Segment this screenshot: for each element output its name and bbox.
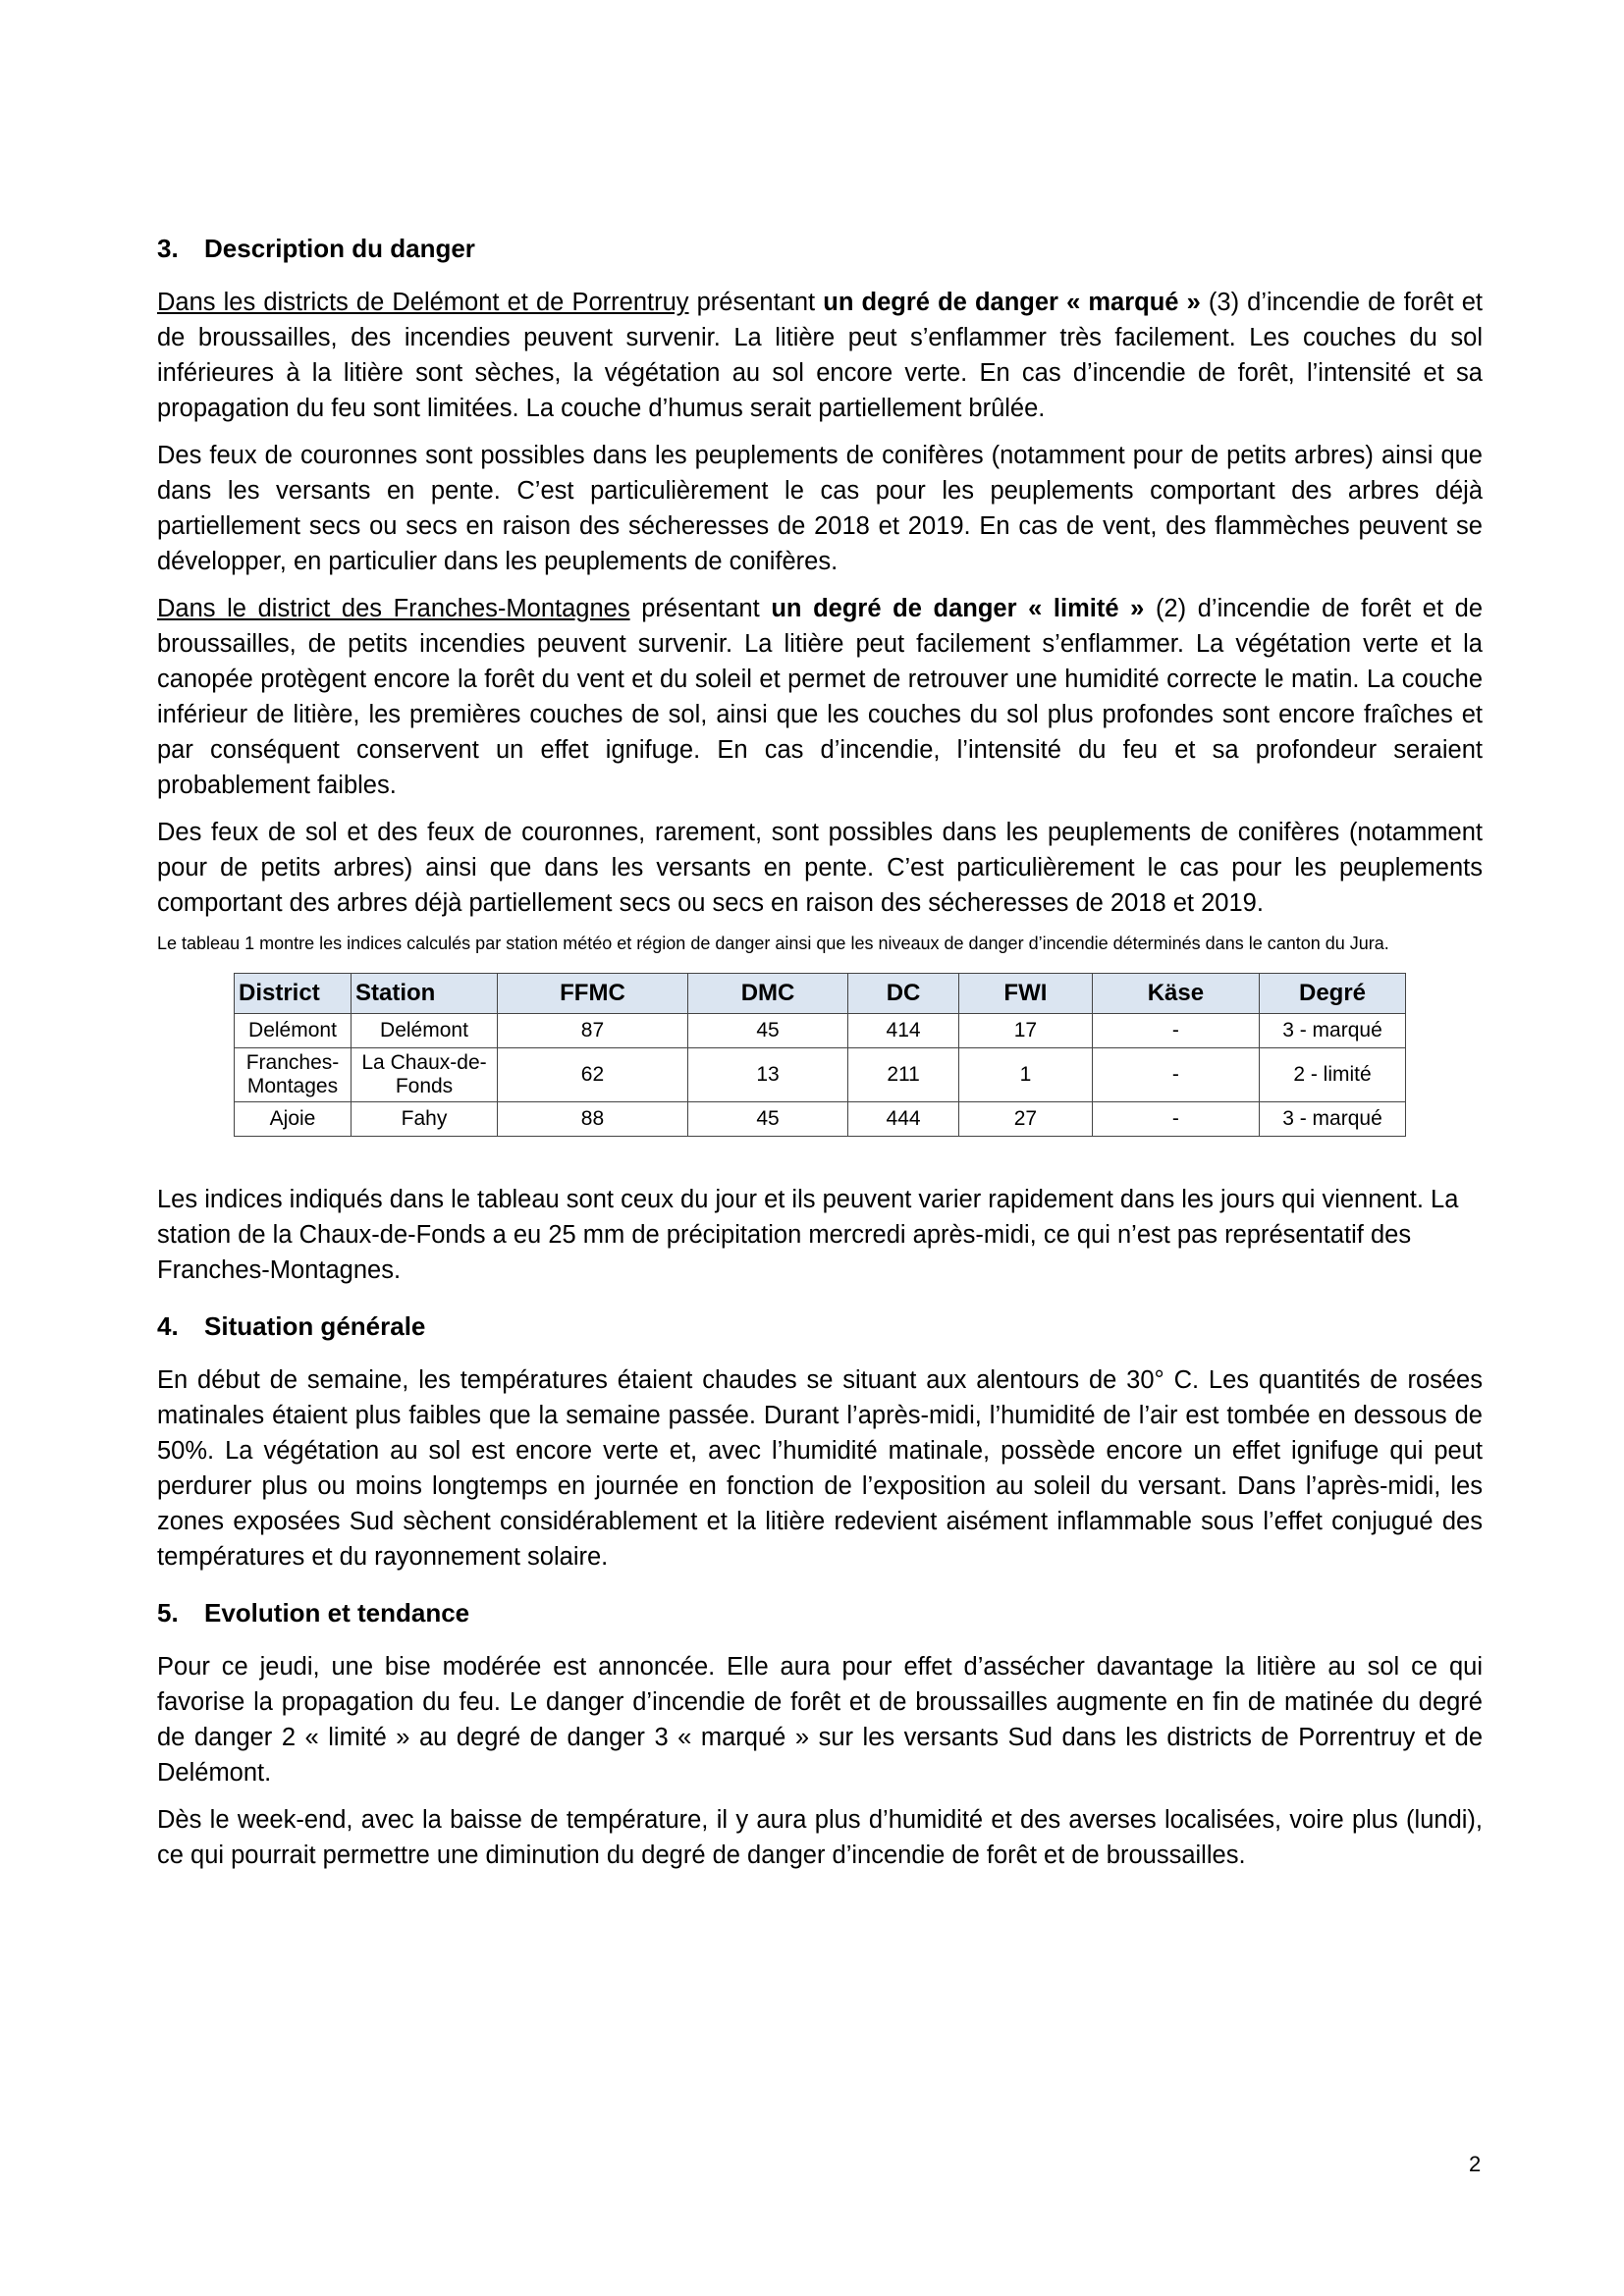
- column-header: Degré: [1260, 974, 1406, 1014]
- paragraph: [157, 285, 1483, 426]
- underlined-text: Dans les districts de Delémont et de Porrentruy: [157, 289, 689, 316]
- table-caption: Le tableau 1 montre les indices calculés par station météo et région de danger ainsi que les niveaux de danger d’incendie déterminés dans le canton du Jura.: [157, 934, 1389, 953]
- table-cell: -: [1092, 1102, 1259, 1137]
- table-cell: -: [1092, 1014, 1259, 1048]
- section-number: 5.: [157, 1598, 179, 1628]
- section-3-heading: [157, 232, 1483, 265]
- table-cell: Fahy: [352, 1102, 498, 1137]
- section-title: Evolution et tendance: [204, 1598, 470, 1628]
- paragraph: Pour ce jeudi, une bise modérée est annoncée. Elle aura pour effet d’assécher davantage la litière au sol ce qui favorise la propagation du feu. Le danger d’incendie de forêt et de broussailles augmente en fin de matinée du degré de danger 2 « limité » au degré de danger 3 « marqué » sur les versants Sud dans les districts de Porrentruy et de Delémont.: [157, 1653, 1483, 1787]
- table-cell: Delémont: [352, 1014, 498, 1048]
- paragraph: Des feux de couronnes sont possibles dans les peuplements de conifères (notamment pour de petits arbres) ainsi que dans les versants en pente. C’est particulièrement le cas pour les peuplements comportant des arbres déjà partiellement secs ou secs en raison des sécheresses de 2018 et 2019. En cas de vent, des flammèches peuvent se développer, en particulier dans les peuplements de conifères.: [157, 442, 1483, 575]
- table-cell: 211: [848, 1048, 959, 1102]
- paragraph: En début de semaine, les températures étaient chaudes se situant aux alentours de 30° C. Les quantités de rosées matinales étaient plus faibles que la semaine passée. Durant l’après-midi, l’humidité de l’air est tombée en dessous de 50%. La végétation au sol est encore verte et, avec l’humidité matinale, possède encore un effet ignifuge qui peut perdurer plus ou moins longtemps en journée en fonction de l’exposition au soleil du versant. Dans l’après-midi, les zones exposées Sud sèchent considérablement et la litière redevient aisément inflammable sous l’effet conjugué des températures et du rayonnement solaire.: [157, 1366, 1483, 1571]
- table-cell: La Chaux-de-Fonds: [352, 1048, 498, 1102]
- table-cell: 3 - marqué: [1260, 1102, 1406, 1137]
- column-header: Station: [352, 974, 498, 1014]
- bold-text: un degré de danger « limité »: [771, 595, 1145, 622]
- document-page: [157, 232, 1483, 1885]
- table-row: [235, 1014, 1406, 1048]
- table-header-row: [235, 974, 1406, 1014]
- table-cell: 45: [687, 1014, 847, 1048]
- table-cell: 444: [848, 1102, 959, 1137]
- paragraph: Les indices indiqués dans le tableau sont ceux du jour et ils peuvent varier rapidement dans les jours qui viennent. La station de la Chaux-de-Fonds a eu 25 mm de précipitation mercredi après-midi, ce qui n’est pas représentatif des Franches-Montagnes.: [157, 1186, 1459, 1284]
- column-header: FFMC: [498, 974, 688, 1014]
- paragraph: [157, 591, 1483, 803]
- section-number: 3.: [157, 234, 179, 263]
- table-cell: Ajoie: [235, 1102, 352, 1137]
- column-header: DC: [848, 974, 959, 1014]
- section-title: Description du danger: [204, 234, 475, 263]
- table-cell: 1: [959, 1048, 1093, 1102]
- table-cell: Delémont: [235, 1014, 352, 1048]
- section-number: 4.: [157, 1311, 179, 1341]
- paragraph-text: (3) d’incendie de forêt et de broussailles, des incendies peuvent survenir. La litière peut s’enflammer très facilement. Les couches du sol inférieures à la litière sont sèches, la végétation au sol encore verte. En cas d’incendie de forêt, l’intensité et sa propagation du feu sont limitées. La couche d’humus serait partiellement brûlée.: [157, 289, 1483, 422]
- danger-table: [234, 973, 1406, 1137]
- bold-text: un degré de danger « marqué »: [823, 289, 1201, 316]
- table-cell: 414: [848, 1014, 959, 1048]
- table-row: [235, 1048, 1406, 1102]
- table-cell: 13: [687, 1048, 847, 1102]
- paragraph-text: (2) d’incendie de forêt et de broussailles, de petits incendies peuvent survenir. La litière peut facilement s’enflammer. La végétation verte et la canopée protègent encore la forêt du vent et du soleil et permet de retrouver une humidité correcte le matin. La couche inférieur de litière, les premières couches de sol, ainsi que les couches du sol plus profondes sont encore fraîches et par conséquent conservent un effet ignifuge. En cas d’incendie, l’intensité du feu et sa profondeur seraient probablement faibles.: [157, 595, 1484, 799]
- table-cell: 45: [687, 1102, 847, 1137]
- section-title: Situation générale: [204, 1311, 426, 1341]
- underlined-text: Dans le district des Franches-Montagnes: [157, 595, 630, 622]
- paragraph: Des feux de sol et des feux de couronnes, rarement, sont possibles dans les peuplements de conifères (notamment pour de petits arbres) ainsi que dans les versants en pente. C’est particulièrement le cas pour les peuplements comportant des arbres déjà partiellement secs ou secs en raison des sécheresses de 2018 et 2019.: [157, 819, 1483, 917]
- column-header: Käse: [1092, 974, 1259, 1014]
- table-cell: 17: [959, 1014, 1093, 1048]
- table-cell: 88: [498, 1102, 688, 1137]
- paragraph-text: présentant: [688, 289, 824, 316]
- column-header: DMC: [687, 974, 847, 1014]
- column-header: FWI: [959, 974, 1093, 1014]
- table-cell: 87: [498, 1014, 688, 1048]
- table-cell: 3 - marqué: [1260, 1014, 1406, 1048]
- column-header: District: [235, 974, 352, 1014]
- table-cell: Franches-Montages: [235, 1048, 352, 1102]
- table-cell: -: [1092, 1048, 1259, 1102]
- page-number: 2: [1469, 2152, 1482, 2176]
- section-4-heading: [157, 1309, 1483, 1343]
- section-5-heading: [157, 1596, 1483, 1629]
- paragraph-text: présentant: [629, 595, 772, 622]
- table-cell: 2 - limité: [1260, 1048, 1406, 1102]
- table-cell: 27: [959, 1102, 1093, 1137]
- paragraph: Dès le week-end, avec la baisse de température, il y aura plus d’humidité et des averses localisées, voire plus (lundi), ce qui pourrait permettre une diminution du degré de danger d’incendie de forêt et de broussailles.: [157, 1806, 1483, 1869]
- table-row: [235, 1102, 1406, 1137]
- table-cell: 62: [498, 1048, 688, 1102]
